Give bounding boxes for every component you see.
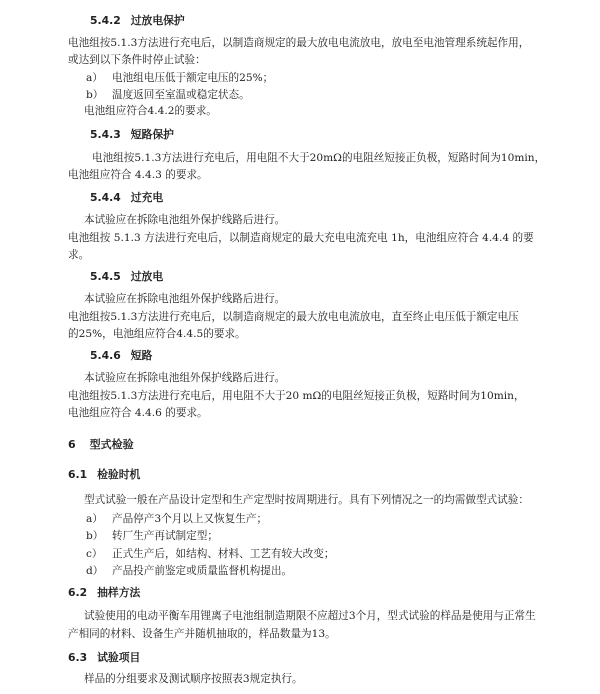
list-marker: c）: [86, 548, 103, 560]
section-number: 5.4.5: [90, 270, 121, 283]
paragraph-line: 电池组应符合4.4.2的要求。: [84, 105, 217, 117]
section-number: 5.4.2: [90, 14, 121, 27]
list-text: 温度返回至室温或稳定状态。: [112, 89, 250, 101]
paragraph-line: 或达到以下条件时停止试验：: [68, 54, 206, 66]
list-marker: a）: [86, 513, 103, 525]
list-item: [86, 528, 218, 543]
paragraph-line: 产相同的材料、设备生产并随机抽取的，样品数量为13。: [68, 628, 336, 640]
section-number: 6: [68, 438, 76, 451]
paragraph-line: 电池组按5.1.3方法进行充电后，用电阻不大于20 mΩ的电阻丝短接正负极，短路时间为10min，: [68, 390, 525, 402]
section-6-3-heading: [68, 650, 140, 665]
paragraph-line: 电池组按5.1.3方法进行充电后，以制造商规定的最大放电电流放电，直至终止电压低于额定电压: [68, 311, 519, 323]
list-item: [86, 87, 250, 102]
section-title: 试验项目: [97, 651, 141, 664]
paragraph-line: 本试验应在拆除电池组外保护线路后进行。: [84, 293, 286, 305]
paragraph-line: 型式试验一般在产品设计定型和生产定型时按周期进行。具有下列情况之一的均需做型式试验：: [84, 494, 529, 506]
paragraph-line: 电池组应符合 4.4.3 的要求。: [68, 169, 208, 181]
section-number: 5.4.3: [90, 128, 121, 141]
paragraph-line: 求。: [68, 249, 90, 261]
section-number: 6.1: [68, 468, 88, 481]
section-number: 6.3: [68, 651, 88, 664]
paragraph-line: 本试验应在拆除电池组外保护线路后进行。: [84, 214, 286, 226]
paragraph-line: 电池组应符合 4.4.6 的要求。: [68, 407, 208, 419]
list-text: 电池组电压低于额定电压的25%；: [112, 72, 274, 84]
paragraph-line: 电池组按 5.1.3 方法进行充电后，以制造商规定的最大充电电流充电 1h，电池组应符合 4.4.4 的要: [68, 232, 534, 244]
list-item: [86, 511, 267, 526]
list-marker: b）: [86, 530, 104, 542]
list-marker: a）: [86, 72, 103, 84]
section-title: 抽样方法: [97, 586, 141, 599]
section-5-4-5-heading: [90, 269, 163, 284]
list-text: 产品投产前鉴定或质量监督机构提出。: [112, 565, 293, 577]
list-item: [86, 70, 273, 85]
list-text: 正式生产后，如结构、材料、工艺有较大改变；: [112, 548, 335, 560]
section-5-4-6-heading: [90, 348, 152, 363]
paragraph-line: 试验使用的电动平衡车用锂离子电池组制造期限不应超过3个月，型式试验的样品是使用与正常生: [84, 610, 536, 622]
section-number: 5.4.4: [90, 191, 121, 204]
list-item: [86, 563, 292, 578]
section-6-2-heading: [68, 585, 140, 600]
section-5-4-2-heading: [90, 13, 185, 28]
section-title: 过放电: [130, 270, 164, 283]
paragraph-line: 电池组按5.1.3方法进行充电后，用电阻不大于20mΩ的电阻丝短接正负极，短路时间为10min，: [92, 152, 546, 164]
section-title: 型式检验: [89, 438, 134, 451]
list-item: [86, 546, 334, 561]
section-6-heading: [68, 436, 134, 452]
section-number: 5.4.6: [90, 349, 121, 362]
section-title: 短路: [130, 349, 153, 362]
section-5-4-4-heading: [90, 190, 163, 205]
paragraph-line: 的25%，电池组应符合4.4.5的要求。: [68, 328, 246, 340]
section-6-1-heading: [68, 467, 140, 482]
list-marker: b）: [86, 89, 104, 101]
section-title: 检验时机: [97, 468, 141, 481]
section-5-4-3-heading: [90, 127, 174, 142]
paragraph-line: 电池组按5.1.3方法进行充电后，以制造商规定的最大放电电流放电，放电至电池管理系统起作用，: [68, 37, 530, 49]
section-title: 过充电: [130, 191, 164, 204]
paragraph-line: 本试验应在拆除电池组外保护线路后进行。: [84, 372, 286, 384]
list-text: 转厂生产再试制定型；: [112, 530, 218, 542]
list-text: 产品停产3个月以上又恢复生产；: [112, 513, 268, 525]
paragraph-line: 样品的分组要求及测试顺序按照表3规定执行。: [84, 673, 303, 685]
section-title: 过放电保护: [130, 14, 185, 27]
list-marker: d）: [86, 565, 104, 577]
section-number: 6.2: [68, 586, 88, 599]
section-title: 短路保护: [130, 128, 174, 141]
